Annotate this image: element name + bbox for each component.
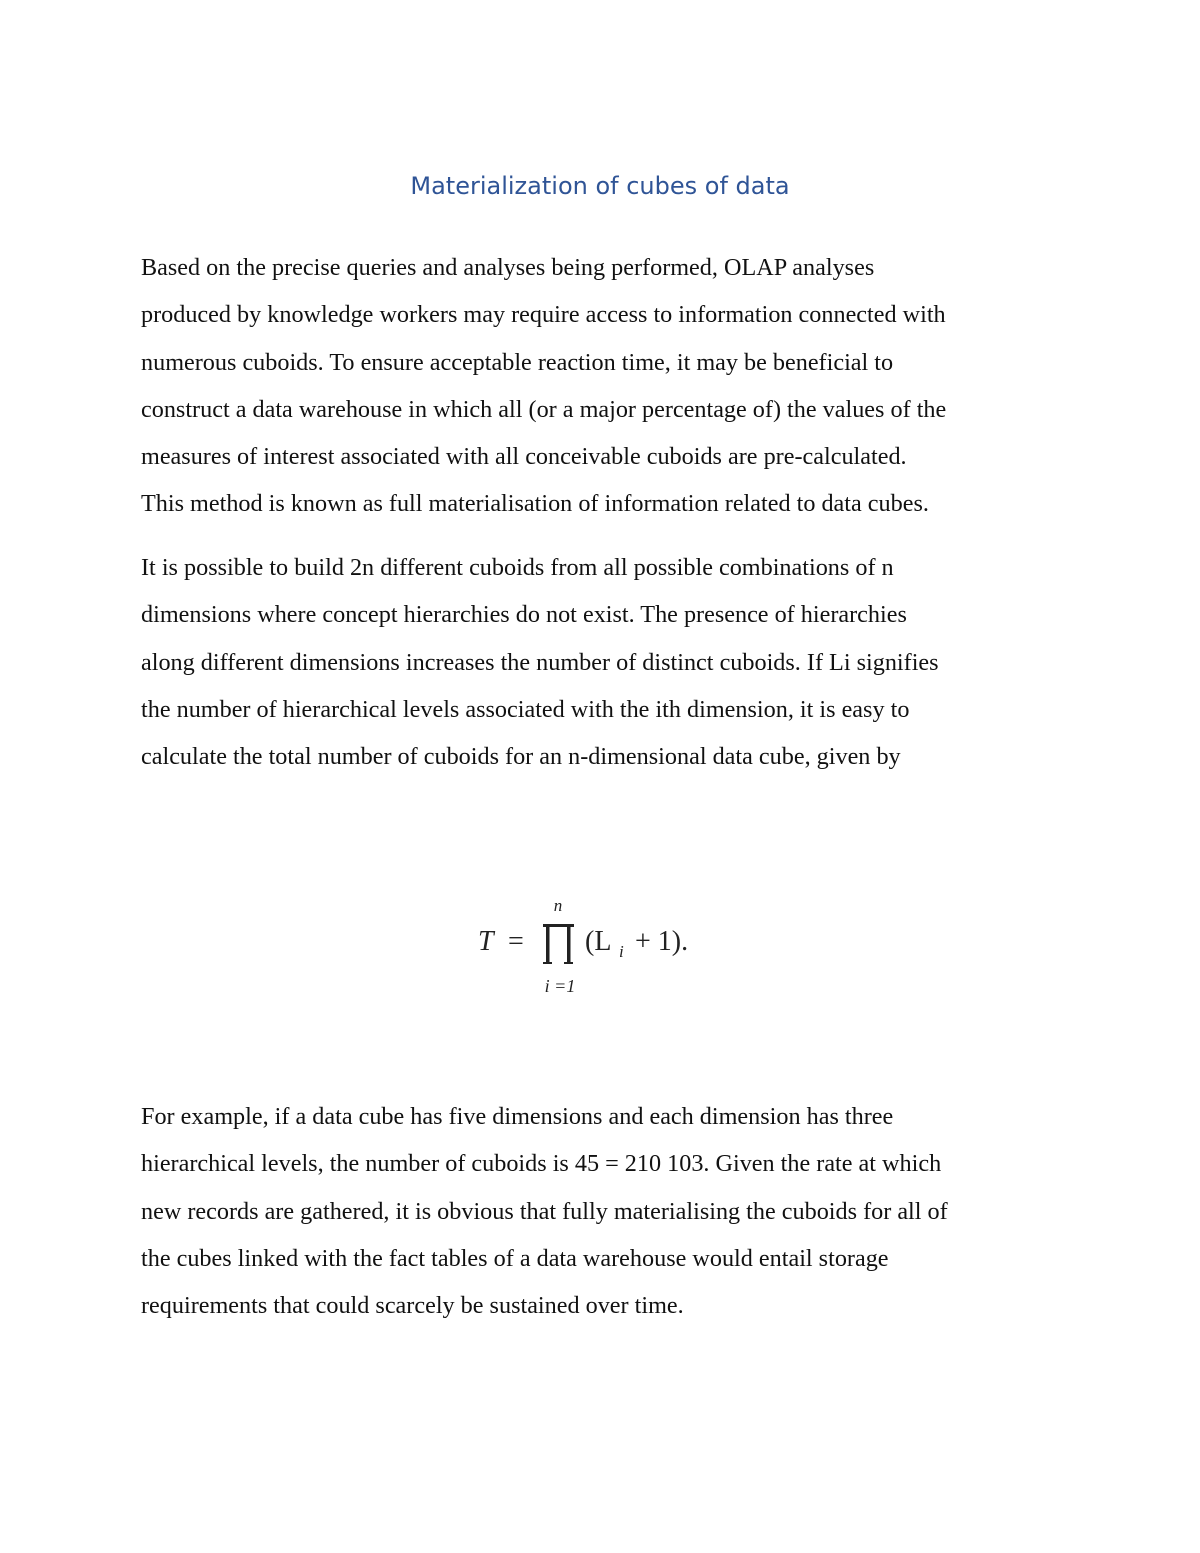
text-line: the number of hierarchical levels associated with the ith dimension, it is easy to (141, 695, 910, 723)
formula-subscript: i (619, 942, 624, 961)
text-line: numerous cuboids. To ensure acceptable reaction time, it may be beneficial to (141, 348, 894, 376)
text-line: dimensions where concept hierarchies do not exist. The presence of hierarchies (141, 601, 907, 629)
text-line: the cubes linked with the fact tables of a data warehouse would entail storage (141, 1244, 889, 1272)
text-line: For example, if a data cube has five dimensions and each dimension has three (141, 1103, 894, 1130)
formula-equals: = (508, 926, 524, 957)
text-line: It is possible to build 2n different cuboids from all possible combinations of n (141, 554, 894, 581)
text-line: This method is known as full materialisation of information related to data cubes. (141, 490, 929, 518)
formula-body: (L (585, 926, 612, 957)
paragraph-cuboid-count (141, 544, 1071, 780)
text-line: produced by knowledge workers may require access to information connected with (141, 301, 946, 329)
text-line: along different dimensions increases the number of distinct cuboids. If Li signifies (141, 648, 939, 676)
text-line: new records are gathered, it is obvious that fully materialising the cuboids for all of (141, 1197, 948, 1225)
text-line: Based on the precise queries and analyses being performed, OLAP analyses (141, 254, 875, 281)
formula-upper-limit: n (553, 896, 563, 915)
text-line: hierarchical levels, the number of cuboids is 45 = 210 103. Given the rate at which (141, 1150, 942, 1178)
text-line: calculate the total number of cuboids for an n-dimensional data cube, given by (141, 743, 901, 771)
cuboid-count-formula (470, 890, 730, 1000)
text-line: construct a data warehouse in which all (or a major percentage of) the values of the (141, 395, 947, 423)
text-line: measures of interest associated with all conceivable cuboids are pre-calculated. (141, 443, 907, 471)
paragraph-example (141, 1093, 1071, 1329)
text-line: requirements that could scarcely be sustained over time. (141, 1292, 684, 1320)
product-operator (543, 924, 574, 964)
formula-lhs: T (478, 926, 494, 957)
formula-lower-limit: i =1 (544, 976, 576, 996)
paragraph-materialisation-intro (141, 244, 1071, 528)
formula-tail: + 1). (635, 926, 689, 957)
document-title: Materialization of cubes of data (410, 172, 790, 200)
